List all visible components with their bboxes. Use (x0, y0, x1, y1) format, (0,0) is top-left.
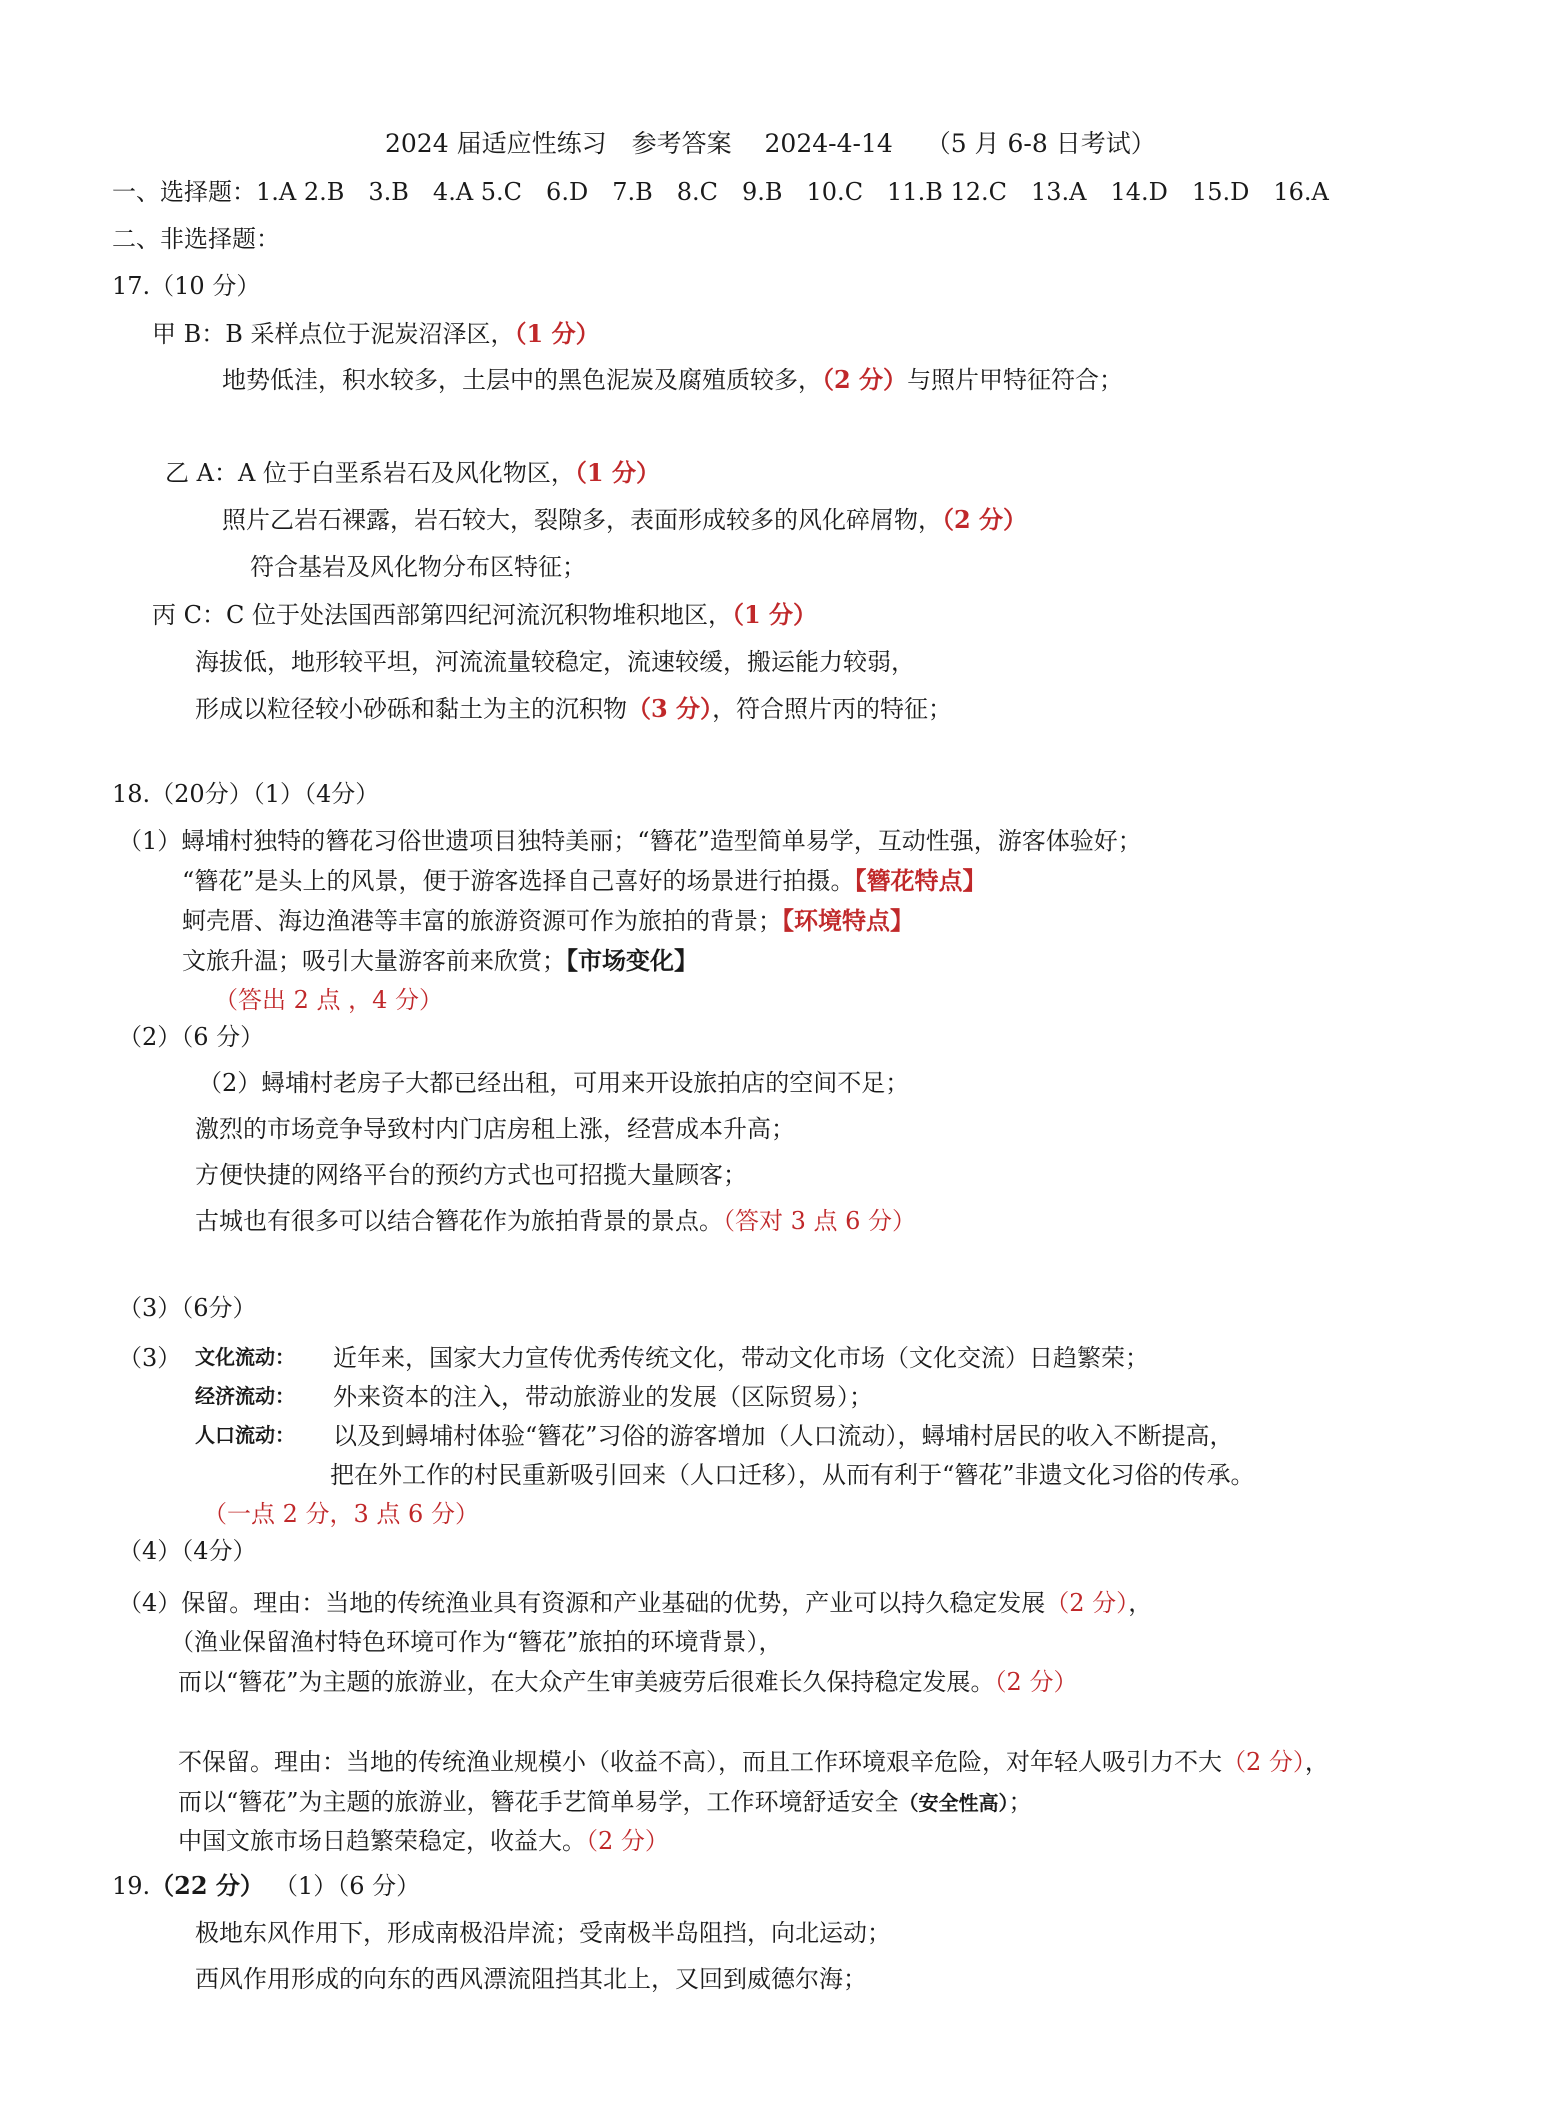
text: 古城也有很多可以结合簪花作为旅拍背景的景点。 (195, 1207, 723, 1235)
text: “簪花”是头上的风景，便于游客选择自己喜好的场景进行拍摄。 (182, 867, 855, 895)
score-mark: （2 分） (1045, 1589, 1129, 1617)
score-mark: （3 分） (627, 694, 713, 723)
tag-label: 【环境特点】 (782, 906, 914, 935)
q19-score: （22 分） (150, 1871, 264, 1900)
q18-p1-line3 (182, 906, 914, 936)
q17-bing-line3 (195, 694, 952, 724)
text: 蚵壳厝、海边渔港等丰富的旅游资源可作为旅拍的背景； (182, 907, 782, 935)
q18-p3-tag-economy: 经济流动： (195, 1384, 295, 1408)
q18-p3-heading: （3）（6分） (118, 1294, 257, 1322)
text: 形成以粒径较小砂砾和黏土为主的沉积物 (195, 695, 627, 723)
q18-p4-line6 (178, 1826, 669, 1856)
q18-p3-line2: 外来资本的注入，带动旅游业的发展（区际贸易）； (333, 1383, 873, 1411)
text: 丙 C：C 位于处法国西部第四纪河流沉积物堆积地区， (152, 601, 732, 629)
q19-line1: 极地东风作用下，形成南极沿岸流；受南极半岛阻挡，向北运动； (195, 1919, 891, 1947)
score-mark: （2 分） (994, 1668, 1078, 1696)
score-mark: （2 分） (586, 1827, 669, 1855)
q18-p3-line4: 把在外工作的村民重新吸引回来（人口迁移），从而有利于“簪花”非遗文化习俗的传承。 (330, 1461, 1255, 1489)
q18-p3-line1: 近年来，国家大力宣传优秀传统文化，带动文化市场（文化交流）日趋繁荣； (333, 1344, 1149, 1372)
text: ； (1008, 1788, 1033, 1816)
q18-p4-line2: （渔业保留渔村特色环境可作为“簪花”旅拍的环境背景）， (170, 1628, 783, 1656)
q18-heading: 18.（20分）（1）（4分） (112, 780, 380, 808)
q18-p3-line3: 以及到蟳埔村体验“簪花”习俗的游客增加（人口流动），蟳埔村居民的收入不断提高， (333, 1422, 1234, 1450)
q18-p4-line5 (178, 1787, 1033, 1817)
q18-p3-number: （3） (118, 1344, 182, 1372)
text: 而以“簪花”为主题的旅游业，在大众产生审美疲劳后很难长久保持稳定发展。 (178, 1668, 995, 1696)
q18-p1-line2 (182, 866, 987, 896)
q18-p2-line2: 激烈的市场竞争导致村内门店房租上涨，经营成本升高； (195, 1115, 795, 1143)
q18-p2-line4 (195, 1206, 916, 1236)
q18-p4-heading: （4）（4分） (118, 1537, 257, 1565)
page-title: 2024 届适应性练习 参考答案 2024-4-14 （5 月 6-8 日考试） (385, 129, 1156, 158)
score-mark: （1 分） (514, 319, 600, 348)
score-mark: （1 分） (731, 600, 818, 629)
score-mark: （2 分） (1222, 1748, 1305, 1776)
q19-heading (112, 1871, 420, 1901)
q17-bing-line2: 海拔低，地形较平坦，河流流量较稳定，流速较缓，搬运能力较弱， (195, 648, 915, 676)
text: 不保留。理由：当地的传统渔业规模小（收益不高），而且工作环境艰辛危险，对年轻人吸引力不大 (178, 1748, 1222, 1776)
q17-bing-line1 (152, 600, 817, 630)
q18-p1-line4 (182, 946, 698, 976)
text: 乙 A：A 位于白垩系岩石及风化物区， (165, 459, 575, 487)
q18-p3-tag-population: 人口流动： (195, 1423, 295, 1447)
tag-label: 【市场变化】 (566, 946, 698, 975)
text: 地势低洼，积水较多，土层中的黑色泥炭及腐殖质较多， (222, 366, 822, 394)
q18-p4-line4 (178, 1747, 1329, 1777)
q17-jia-line1 (152, 319, 600, 349)
q18-p3-tag-culture: 文化流动： (195, 1345, 295, 1369)
text: 与照片甲特征符合； (907, 366, 1124, 394)
text: ， (1128, 1589, 1153, 1617)
score-mark: （1 分） (574, 458, 660, 487)
q18-p1-line1: （1）蟳埔村独特的簪花习俗世遗项目独特美丽；“簪花”造型简单易学，互动性强，游客体验好； (118, 827, 1142, 855)
choice-answers: 一、选择题：1.A 2.B 3.B 4.A 5.C 6.D 7.B 8.C 9.B 10.C 11.B 12.C 13.A 14.D 15.D 16.A (112, 178, 1329, 206)
section-nonchoice: 二、非选择题： (112, 225, 280, 253)
text: 照片乙岩石裸露，岩石较大，裂隙多，表面形成较多的风化碎屑物， (222, 506, 942, 534)
q17-yi-line2 (222, 505, 1027, 535)
text: ，符合照片丙的特征； (712, 695, 953, 723)
q19-line2: 西风作用形成的向东的西风漂流阻挡其北上，又回到威德尔海； (195, 1965, 867, 1993)
text: （4）保留。理由：当地的传统渔业具有资源和产业基础的优势，产业可以持久稳定发展 (118, 1589, 1046, 1617)
text: ， (1304, 1748, 1329, 1776)
score-mark: （2 分） (942, 505, 1028, 534)
q18-p3-score: （一点 2 分，3 点 6 分） (203, 1500, 479, 1528)
q17-jia-text: 甲 B：B 采样点位于泥炭沼泽区， (152, 320, 515, 348)
text: 文旅升温；吸引大量游客前来欣赏； (182, 947, 566, 975)
q18-p2-heading: （2）（6 分） (118, 1023, 265, 1051)
q18-p2-line3: 方便快捷的网络平台的预约方式也可招揽大量顾客； (195, 1161, 747, 1189)
q19-part: （1）（6 分） (285, 1872, 421, 1900)
q18-p4-line1 (118, 1588, 1152, 1618)
q19-number: 19. (112, 1872, 151, 1900)
q17-yi-line3: 符合基岩及风化物分布区特征； (250, 553, 586, 581)
tag-label: 【簪花特点】 (854, 866, 987, 895)
q17-heading: 17.（10 分） (112, 272, 261, 300)
tag-label: （安全性高） (898, 1791, 1009, 1815)
q17-yi-line1 (165, 458, 660, 488)
q18-p2-line1: （2）蟳埔村老房子大都已经出租，可用来开设旅拍店的空间不足； (198, 1069, 910, 1097)
text: 中国文旅市场日趋繁荣稳定，收益大。 (178, 1827, 586, 1855)
q18-p1-score: （答出 2 点 ，4 分） (214, 986, 444, 1014)
score-mark: （答对 3 点 6 分） (723, 1207, 917, 1235)
q18-p4-line3 (178, 1667, 1077, 1697)
score-mark: （2 分） (822, 365, 908, 394)
text: 而以“簪花”为主题的旅游业，簪花手艺简单易学，工作环境舒适安全 (178, 1788, 899, 1816)
q17-jia-line2 (222, 365, 1123, 395)
